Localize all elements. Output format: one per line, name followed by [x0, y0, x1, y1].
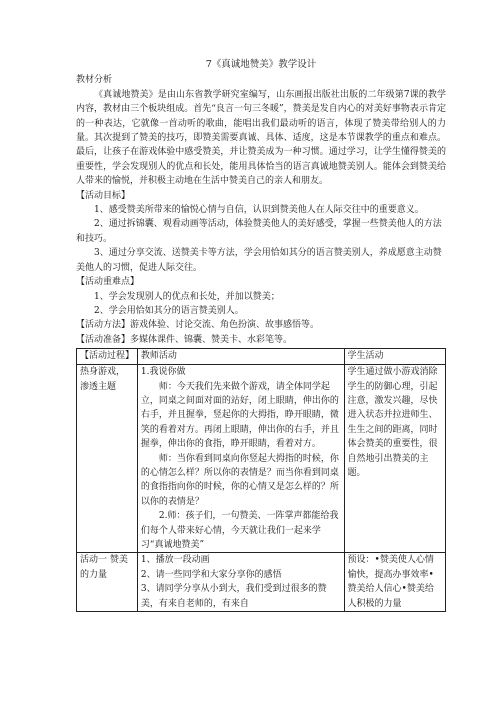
goals-heading: 【活动目标】 — [76, 190, 131, 201]
table-row — [77, 365, 446, 553]
goal-item: 1、感受赞美所带来的愉悦心情与自信，认识到赞美他人在人际交往中的重要意义。 — [94, 205, 424, 216]
goal-item: 2、通过拆锦囊、观看动画等活动，体验赞美他人的美好感受，掌握一些赞美他人的方法和技巧。 — [76, 219, 442, 244]
methods-heading: 【活动方法】 — [76, 320, 131, 331]
prep-heading: 【活动准备】 — [76, 334, 131, 345]
lesson-process-table — [76, 348, 446, 612]
prep-line — [76, 333, 446, 347]
analysis-heading: 教材分析 — [76, 75, 113, 86]
teacher-activity-cell — [137, 365, 344, 553]
teacher-activity-title: 1.我说你做 — [140, 367, 186, 378]
stage-cell: 热身游戏，渗透主题 — [77, 365, 138, 553]
teacher-activity-cell — [137, 553, 344, 612]
header-cell-process: 【活动过程】 — [77, 349, 138, 365]
student-activity-cell: 学生通过做小游戏消除学生的防御心理，引起注意，激发兴趣，尽快进入状态并拉进师生、生生之间的距离，同时体会赞美的重要性，很自然地引出赞美的主题。 — [344, 365, 445, 553]
prep-text: 多媒体课件、锦囊、赞美卡、水彩笔等。 — [130, 334, 293, 345]
teacher-activity-line: 3、请同学分享从小到大，我们受到过很多的赞美，有来自老师的，有来自 — [140, 584, 327, 609]
teacher-activity-line: 1、播放一段动画 — [140, 555, 210, 566]
student-activity-cell: 预设：•赞美使人心情愉快，提高办事效率•赞美给人信心•赞美给人积极的力量 — [344, 553, 445, 612]
header-cell-student: 学生活动 — [344, 349, 445, 365]
keypoint-item: 1、学会发现别人的优点和长处，并加以赞美； — [94, 291, 280, 302]
table-header-row — [77, 349, 446, 365]
analysis-paragraph: 《真诚地赞美》是由山东省教学研究室编写，山东画报出版社出版的二年级第7课的教学内容，教材由三个板块组成。首先“良言一句三冬暖”，赞美是发自内心的对美好事物表示肯定的一种表达，它就像一首动听的歌曲，能唱出我们最动听的语言，体现了赞美带给别人的力量。其次提到了赞美的技巧，即赞美需要真诚、具体、适度，这是本节课教学的重点和难点。最后，让孩子在游戏体验中感受赞美，并让赞美成为一种习惯。通过学习，让学生懂得赞美的重要性，学会发现别人的优点和长处，能用具体恰当的语言真诚地赞美别人。能体会到赞美给人带来的愉悦，并积极主动地在生活中赞美自己的亲人和朋友。 — [76, 89, 446, 187]
table-row — [77, 553, 446, 612]
page-title: 7《真诚地赞美》教学设计 — [205, 59, 317, 70]
goal-item: 3、通过分享交流、送赞美卡等方法，学会用恰如其分的语言赞美别人，养成愿意主动赞美他人的习惯，促进人际交往。 — [76, 248, 442, 273]
keypoints-heading: 【活动重难点】 — [76, 277, 140, 288]
teacher-activity-paragraph: 师：今天我们先来做个游戏，请全体同学起立，同桌之间面对面的站好，闭上眼睛，伸出你的右手，并且握拳，竖起你的大拇指，睁开眼睛，微笑的看着对方。再闭上眼睛，伸出你的右手，并且握拳，伸出你的食指，睁开眼睛，看着对方。 — [140, 381, 339, 450]
methods-line — [76, 318, 446, 332]
header-cell-teacher: 教师活动 — [137, 349, 344, 365]
stage-cell: 活动一 赞美的力量 — [77, 553, 138, 612]
keypoint-item: 2、学会用恰如其分的语言赞美别人。 — [94, 305, 244, 316]
teacher-activity-paragraph: 师：当你看到同桌向你竖起大拇指的时候，你的心情怎么样？所以你的表情是？而当你看到同桌的食指指向你的时候，你的心情又是怎么样的？所以你的表情是？ — [140, 453, 339, 507]
methods-text: 游戏体验、讨论交流、角色扮演、故事感悟等。 — [130, 320, 320, 331]
teacher-activity-line: 2、请一些同学和大家分享你的感悟 — [140, 569, 282, 580]
teacher-activity-paragraph: 2.师：孩子们，一句赞美、一阵掌声都能给我们每个人带来好心情，今天就让我们一起来学习“真诚地赞美” — [140, 511, 339, 550]
